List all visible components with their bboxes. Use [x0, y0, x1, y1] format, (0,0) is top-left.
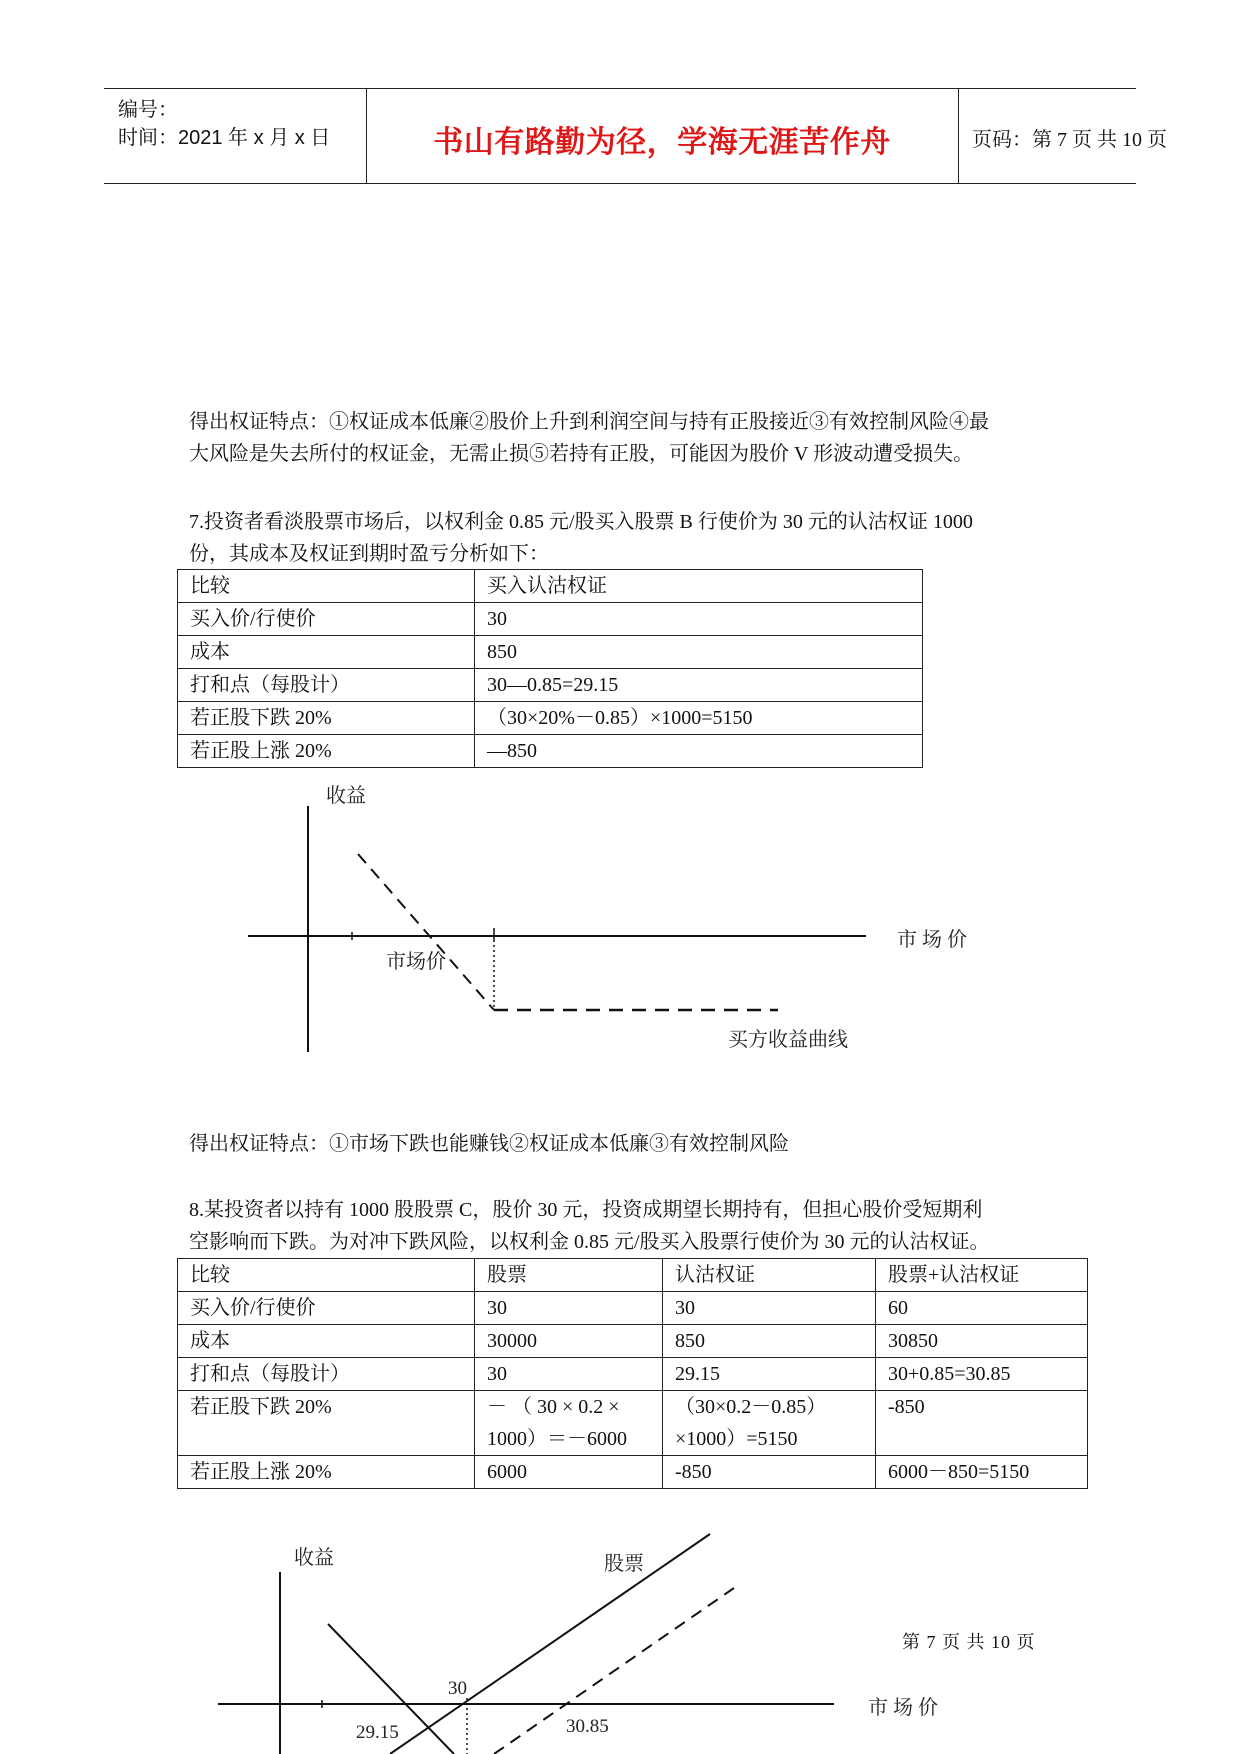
table-cell: 6000 [475, 1456, 663, 1489]
table-row [178, 669, 923, 702]
table-cell: —850 [475, 735, 923, 768]
table-cell [475, 1391, 663, 1456]
page-footer-number: 第 7 页 共 10 页 [902, 1632, 1036, 1652]
header-meta [104, 89, 367, 183]
table-row [178, 1456, 1088, 1489]
table-cell: 打和点（每股计） [178, 1358, 475, 1391]
table-put-warrant-analysis [177, 569, 923, 768]
table-cell [663, 1391, 876, 1456]
y-axis-label: 收益 [326, 785, 366, 807]
table-row [178, 1325, 1088, 1358]
question-7-line-1: 7.投资者看淡股票市场后，以权利金 0.85 元/股买入股票 B 行使价为 30 元的认沽权证 1000 [189, 511, 973, 533]
table-row [178, 1292, 1088, 1325]
table-cell: 股票+认沽权证 [876, 1259, 1088, 1292]
table-header-row [178, 570, 923, 603]
combined-breakeven-label: 30.85 [566, 1716, 609, 1737]
table-row [178, 636, 923, 669]
table-cell: 60 [876, 1292, 1088, 1325]
table-hedge-analysis [177, 1258, 1088, 1489]
table-row [178, 1391, 1088, 1456]
stock-line-label: 股票 [604, 1553, 644, 1575]
table-row [178, 1358, 1088, 1391]
combined-payoff-line [494, 1588, 734, 1754]
question-7-line-2: 份，其成本及权证到期时盈亏分析如下： [189, 543, 549, 565]
table-cell: 比较 [178, 570, 475, 603]
x-axis-label: 市 场 价 [897, 929, 967, 951]
header-motto-cell [366, 89, 959, 183]
table-cell: 打和点（每股计） [178, 669, 475, 702]
warrant-features-summary: 得出权证特点：①市场下跌也能赚钱②权证成本低廉③有效控制风险 [189, 1133, 789, 1155]
x-axis-label: 市 场 价 [868, 1697, 938, 1719]
table-cell: 股票 [475, 1259, 663, 1292]
table-cell: 6000－850=5150 [876, 1456, 1088, 1489]
cell-line: － （ 30 × 0.2 × [487, 1396, 620, 1418]
header-motto: 书山有路勤为径，学海无涯苦作舟 [433, 125, 891, 160]
table-cell: 若正股上涨 20% [178, 1456, 475, 1489]
table-cell: 买入认沽权证 [475, 570, 923, 603]
hedge-payoff-diagram [0, 1520, 1241, 1754]
table-row [178, 702, 923, 735]
header-page-cell [960, 89, 1167, 183]
page-header [104, 88, 1167, 184]
payoff-curve-label: 买方收益曲线 [728, 1029, 848, 1051]
table-cell: 若正股下跌 20% [178, 1391, 475, 1456]
table-cell: 30850 [876, 1325, 1088, 1358]
table-cell: 30—0.85=29.15 [475, 669, 923, 702]
cell-line: （30×0.2－0.85） [675, 1396, 827, 1418]
table-cell: 若正股上涨 20% [178, 735, 475, 768]
cell-line: 1000）＝－6000 [487, 1428, 627, 1450]
table-cell: 30 [475, 1358, 663, 1391]
document-time-label: 时间：2021 年 x 月 x 日 [118, 127, 331, 149]
document-number-label: 编号： [118, 99, 178, 121]
stock-payoff-line [390, 1534, 710, 1754]
table-cell: 买入价/行使价 [178, 1292, 475, 1325]
y-axis-label: 收益 [294, 1547, 334, 1569]
put-buyer-payoff-diagram [0, 770, 1241, 1060]
question-8-line-1: 8.某投资者以持有 1000 股股票 C，股价 30 元，投资成期望长期持有，但担心股价受短期利 [189, 1199, 983, 1221]
table-cell: （30×20%－0.85）×1000=5150 [475, 702, 923, 735]
question-8-line-2: 空影响而下跌。为对冲下跌风险，以权利金 0.85 元/股买入股票行使价为 30 元的认沽权证。 [189, 1231, 990, 1253]
table-cell: 若正股下跌 20% [178, 702, 475, 735]
table-cell: 成本 [178, 636, 475, 669]
table-cell: 30000 [475, 1325, 663, 1358]
table-cell: 30 [663, 1292, 876, 1325]
payoff-line-down [358, 854, 494, 1010]
table-cell: 850 [475, 636, 923, 669]
warrant-features-line-1: 得出权证特点：①权证成本低廉②股价上升到利润空间与持有正股接近③有效控制风险④最 [189, 411, 989, 433]
table-cell: 850 [663, 1325, 876, 1358]
table-cell: 买入价/行使价 [178, 603, 475, 636]
strike-price-label: 30 [448, 1678, 467, 1699]
table-cell: 比较 [178, 1259, 475, 1292]
put-breakeven-label: 29.15 [356, 1722, 399, 1743]
table-cell: -850 [876, 1391, 1088, 1456]
header-page-number: 页码：第 7 页 共 10 页 [972, 129, 1167, 151]
table-cell: 29.15 [663, 1358, 876, 1391]
table-header-row [178, 1259, 1088, 1292]
table-cell: 30 [475, 1292, 663, 1325]
table-cell: 认沽权证 [663, 1259, 876, 1292]
cell-line: ×1000）=5150 [675, 1428, 798, 1450]
warrant-features-line-2: 大风险是失去所付的权证金，无需止损⑤若持有正股，可能因为股价 V 形波动遭受损失。 [189, 443, 974, 465]
table-cell: 30 [475, 603, 923, 636]
table-row [178, 603, 923, 636]
table-cell: -850 [663, 1456, 876, 1489]
table-cell: 成本 [178, 1325, 475, 1358]
table-row [178, 735, 923, 768]
table-cell: 30+0.85=30.85 [876, 1358, 1088, 1391]
market-price-label: 市场价 [386, 951, 446, 973]
